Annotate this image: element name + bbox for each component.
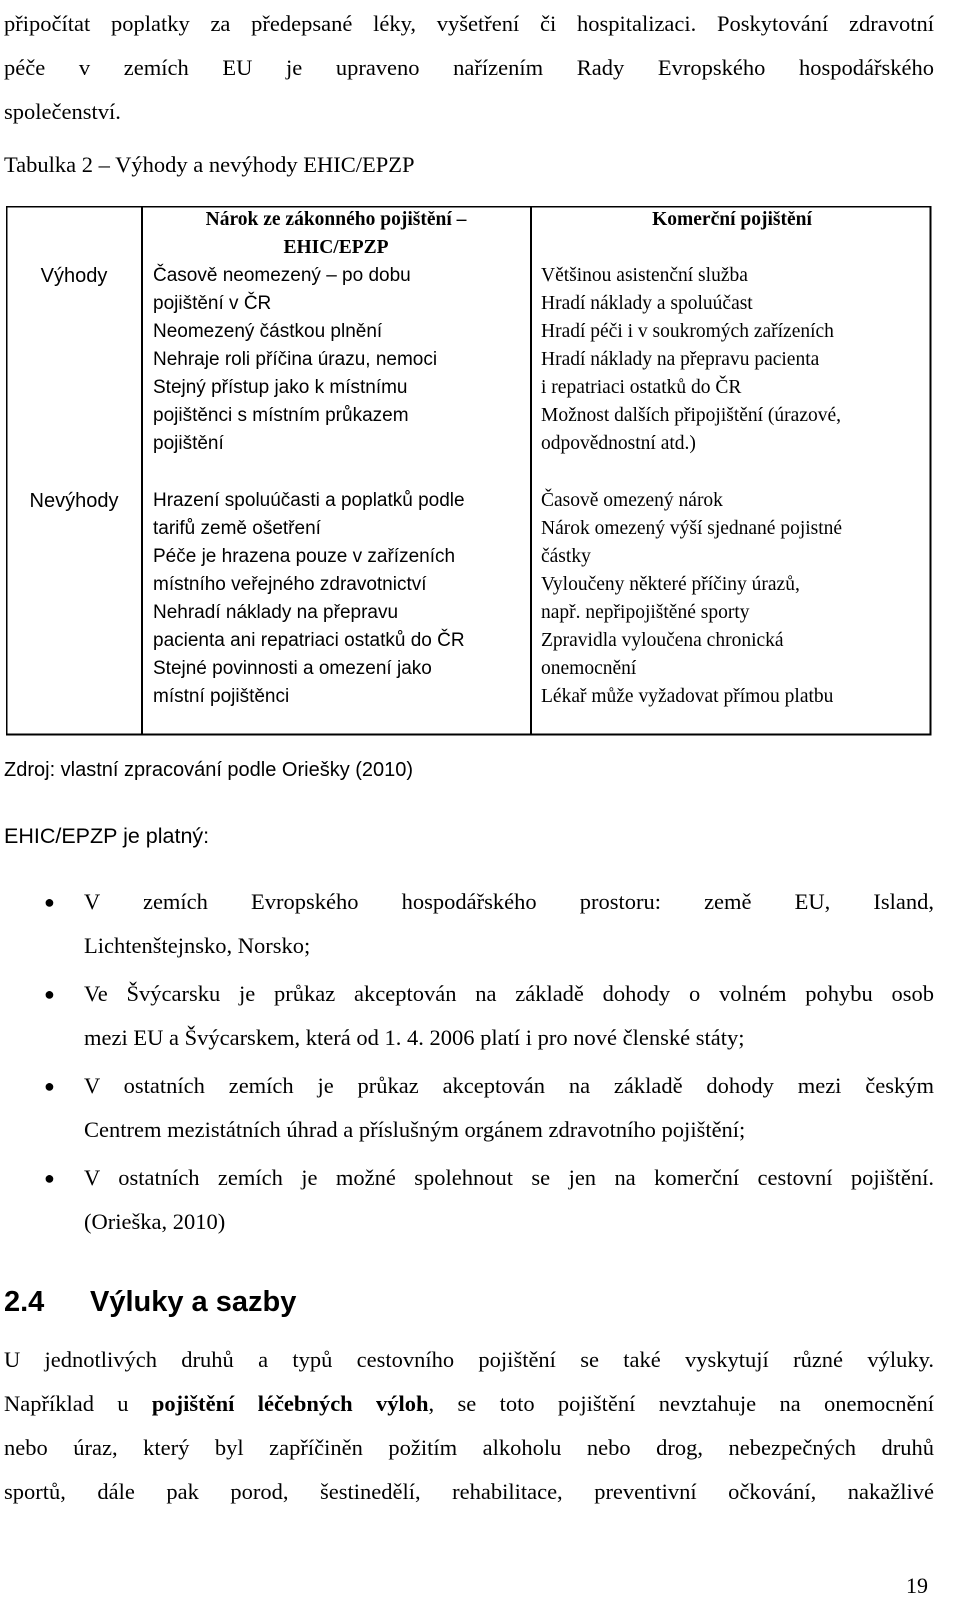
header-statutory xyxy=(146,206,526,262)
row-label-disadvantages: Nevýhody xyxy=(29,490,119,512)
cell-line: částky xyxy=(541,546,591,567)
cell-line: Nárok omezený výší sjednané pojistné xyxy=(541,518,843,539)
cell-line: onemocnění xyxy=(541,658,637,679)
list-item-line: V ostatních zemích je možné spolehnout se jen na komerční cestovní pojištění. xyxy=(84,1165,934,1190)
list-item-line: mezi EU a Švýcarskem, která od 1. 4. 2006 platí i pro nové členské státy; xyxy=(84,1025,745,1050)
cell-line: tarifů země ošetření xyxy=(153,518,321,539)
intro-paragraph xyxy=(4,2,934,134)
closing-paragraph xyxy=(4,1338,934,1514)
intro-line: připočítat poplatky za předepsané léky, vyšetření či hospitalizaci. Poskytování zdravotní xyxy=(4,11,934,36)
section-number: 2.4 xyxy=(4,1286,45,1318)
list-item-line: V ostatních zemích je průkaz akceptován na základě dohody mezi českým xyxy=(84,1073,934,1098)
lead-sentence: EHIC/EPZP je platný: xyxy=(4,824,210,848)
cell-line: Časově omezený nárok xyxy=(541,490,723,511)
cell-line: Hrazení spoluúčasti a poplatků podle xyxy=(153,490,465,511)
cell-line: pojištěnci s místním průkazem xyxy=(153,405,409,426)
cell-line: Zpravidla vyloučena chronická xyxy=(541,630,784,651)
bullet-icon: ● xyxy=(44,892,55,912)
section-title: Výluky a sazby xyxy=(90,1286,297,1318)
intro-line: péče v zemích EU je upraveno nařízením Rady Evropského hospodářského xyxy=(4,55,934,80)
cell-line: Neomezený částkou plnění xyxy=(153,321,383,342)
cell-line: Péče je hrazena pouze v zařízeních xyxy=(153,546,456,567)
cell-line: např. nepřipojištěné sporty xyxy=(541,602,750,623)
cell-line: místního veřejného zdravotnictví xyxy=(153,574,427,595)
cell-line: místní pojištěnci xyxy=(153,686,290,707)
cell-line: Hradí náklady na přepravu pacienta xyxy=(541,349,820,370)
text-run: Například u xyxy=(4,1391,129,1416)
bullet-icon: ● xyxy=(44,1076,55,1096)
paragraph-line xyxy=(4,1382,934,1426)
list-item-line: V zemích Evropského hospodářského prostoru: země EU, Island, xyxy=(84,889,934,914)
text-run: , se toto pojištění nevztahuje na onemocnění xyxy=(428,1391,934,1416)
emphasis-text: pojištění léčebných výloh xyxy=(151,1391,429,1416)
list-item-line: (Orieška, 2010) xyxy=(84,1209,226,1234)
cell-line: Hradí péči i v soukromých zařízeních xyxy=(541,321,834,342)
paragraph-line: nebo úraz, který byl zapříčiněn požitím alkoholu nebo drog, nebezpečných druhů xyxy=(4,1435,934,1460)
cell-line: Možnost dalších připojištění (úrazové, xyxy=(541,405,842,426)
cell-line: Stejný přístup jako k místnímu xyxy=(153,377,408,398)
row-label-advantages: Výhody xyxy=(40,265,108,287)
cell-line: pojištění xyxy=(153,433,224,454)
table-caption: Tabulka 2 – Výhody a nevýhody EHIC/EPZP xyxy=(4,152,415,177)
cell-line: Nehradí náklady na přepravu xyxy=(153,602,399,623)
intro-line: společenství. xyxy=(4,99,121,124)
paragraph-line: sportů, dále pak porod, šestinedělí, rehabilitace, preventivní očkování, nakažlivé xyxy=(4,1479,934,1504)
disadvantages-commercial xyxy=(541,487,842,711)
header-commercial: Komerční pojištění xyxy=(652,209,812,230)
bullet-icon: ● xyxy=(44,984,55,1004)
cell-line: Časově neomezený – po dobu xyxy=(153,265,411,286)
cell-line: i repatriaci ostatků do ČR xyxy=(541,377,742,398)
list-item-line: Ve Švýcarsku je průkaz akceptován na základě dohody o volném pohybu osob xyxy=(84,981,934,1006)
section-heading xyxy=(4,1284,296,1320)
cell-line: Většinou asistenční služba xyxy=(541,265,748,286)
cell-line: odpovědnostní atd.) xyxy=(541,433,696,454)
list-item-line: Centrem mezistátních úhrad a příslušným orgánem zdravotního pojištění; xyxy=(84,1117,746,1142)
list-item-line: Lichtenštejnsko, Norsko; xyxy=(84,933,311,958)
bullet-icon: ● xyxy=(44,1168,55,1188)
header-line: EHIC/EPZP xyxy=(283,237,389,258)
advantages-statutory xyxy=(153,262,437,458)
cell-line: pacienta ani repatriaci ostatků do ČR xyxy=(153,630,465,651)
cell-line: Lékař může vyžadovat přímou platbu xyxy=(541,686,834,707)
comparison-table xyxy=(6,206,956,754)
cell-line: pojištění v ČR xyxy=(153,293,272,314)
cell-line: Nehraje roli příčina úrazu, nemoci xyxy=(153,349,438,370)
disadvantages-statutory xyxy=(153,487,465,711)
cell-line: Hradí náklady a spoluúčast xyxy=(541,293,753,314)
table-source-note: Zdroj: vlastní zpracování podle Oriešky (2010) xyxy=(4,759,414,781)
paragraph-line: U jednotlivých druhů a typů cestovního pojištění se také vyskytují různé výluky. xyxy=(4,1347,934,1372)
advantages-commercial xyxy=(541,262,841,458)
cell-line: Stejné povinnosti a omezení jako xyxy=(153,658,432,679)
page-number: 19 xyxy=(906,1573,928,1598)
header-line: Nárok ze zákonného pojištění – xyxy=(205,209,467,230)
cell-line: Vyloučeny některé příčiny úrazů, xyxy=(541,574,800,595)
